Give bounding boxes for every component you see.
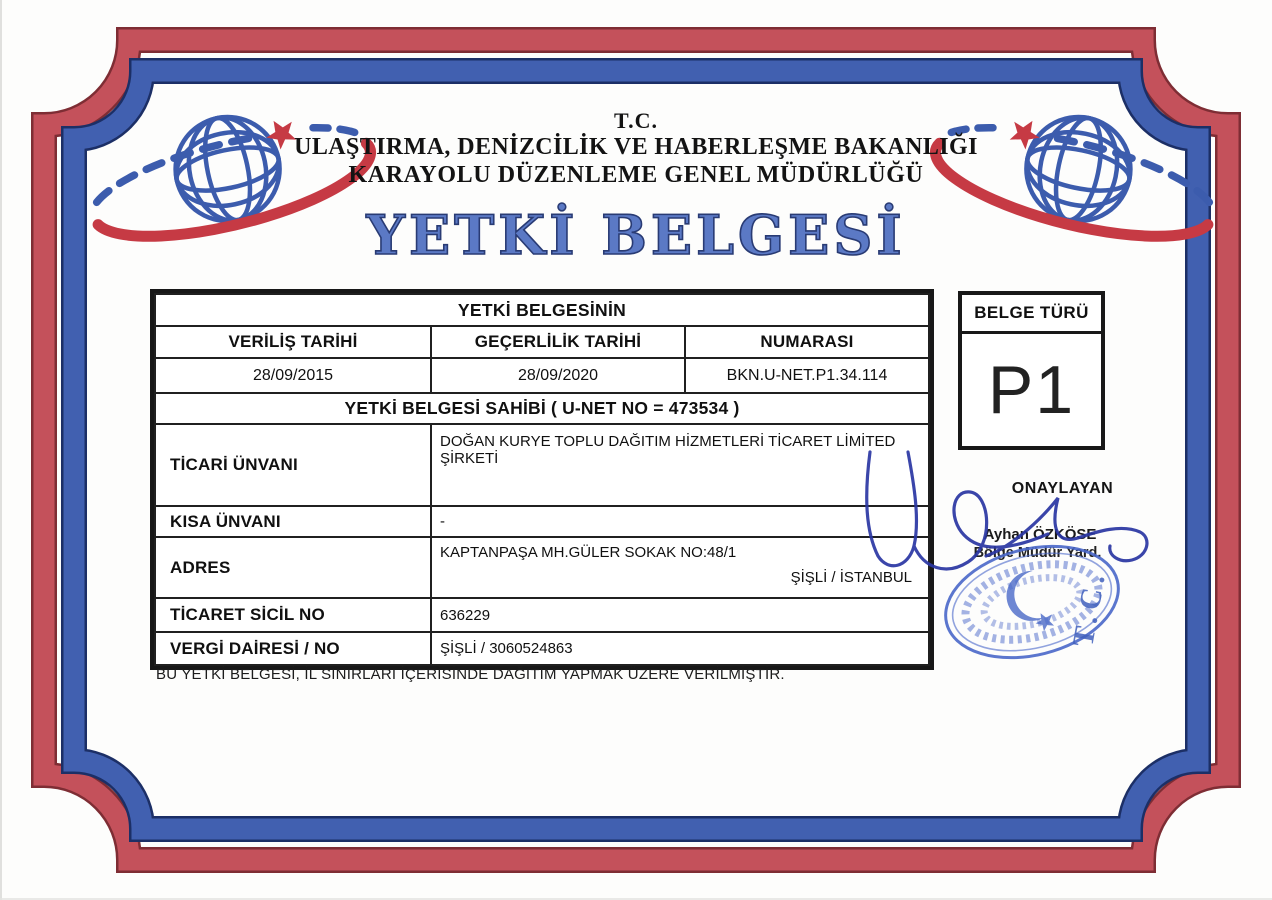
field-value-address xyxy=(431,537,929,598)
col-header-number: NUMARASI xyxy=(685,326,929,358)
field-value-trade-registry-no: 636229 xyxy=(431,598,929,632)
document-title: YETKİ BELGESİ xyxy=(366,203,906,267)
approver-name: Ayhan ÖZKÖSE xyxy=(983,526,1097,543)
validity-date-value: 28/09/2020 xyxy=(431,358,685,393)
field-value-short-name: - xyxy=(431,506,929,537)
document-type-label: BELGE TÜRÜ xyxy=(962,295,1101,334)
directorate-name: KARAYOLU DÜZENLEME GENEL MÜDÜRLÜĞÜ xyxy=(348,162,924,188)
col-header-validity-date: GEÇERLİLİK TARİHİ xyxy=(431,326,685,358)
field-label-trade-name: TİCARİ ÜNVANI xyxy=(155,424,431,506)
address-line-2: ŞİŞLİ / İSTANBUL xyxy=(790,569,913,586)
footer-note: BU YETKİ BELGESİ, İL SINIRLARI İÇERİSİNDE DAĞITIM YAPMAK ÜZERE VERİLMİŞTİR. xyxy=(156,666,785,683)
col-header-issue-date: VERİLİŞ TARİHİ xyxy=(155,326,431,358)
field-label-short-name: KISA ÜNVANI xyxy=(155,506,431,537)
address-line-1: KAPTANPAŞA MH.GÜLER SOKAK NO:48/1 xyxy=(440,544,737,561)
approver-title: Bölge Müdür Yard. xyxy=(973,545,1102,561)
owner-section-header: YETKİ BELGESİ SAHİBİ ( U-NET NO = 473534 ) xyxy=(155,393,929,424)
table-section-title: YETKİ BELGESİNİN xyxy=(155,294,929,326)
approver-heading: ONAYLAYAN xyxy=(1011,480,1114,497)
field-label-tax-office-no: VERGİ DAİRESİ / NO xyxy=(155,632,431,665)
document-type-value: P1 xyxy=(987,352,1076,428)
certificate-table xyxy=(150,289,934,670)
field-label-trade-registry-no: TİCARET SİCİL NO xyxy=(155,598,431,632)
field-label-address: ADRES xyxy=(155,537,431,598)
certificate-number-value: BKN.U-NET.P1.34.114 xyxy=(685,358,929,393)
country-abbrev: T.C. xyxy=(614,108,658,133)
field-value-trade-name: DOĞAN KURYE TOPLU DAĞITIM HİZMETLERİ TİCARET LİMİTED ŞİRKETİ xyxy=(431,424,929,506)
issue-date-value: 28/09/2015 xyxy=(155,358,431,393)
document-type-box xyxy=(958,291,1105,450)
ministry-name: ULAŞTIRMA, DENİZCİLİK VE HABERLEŞME BAKANLIĞI xyxy=(294,134,978,160)
stamp-text: T.C. xyxy=(1066,566,1113,650)
field-value-tax-office-no: ŞİŞLİ / 3060524863 xyxy=(431,632,929,665)
